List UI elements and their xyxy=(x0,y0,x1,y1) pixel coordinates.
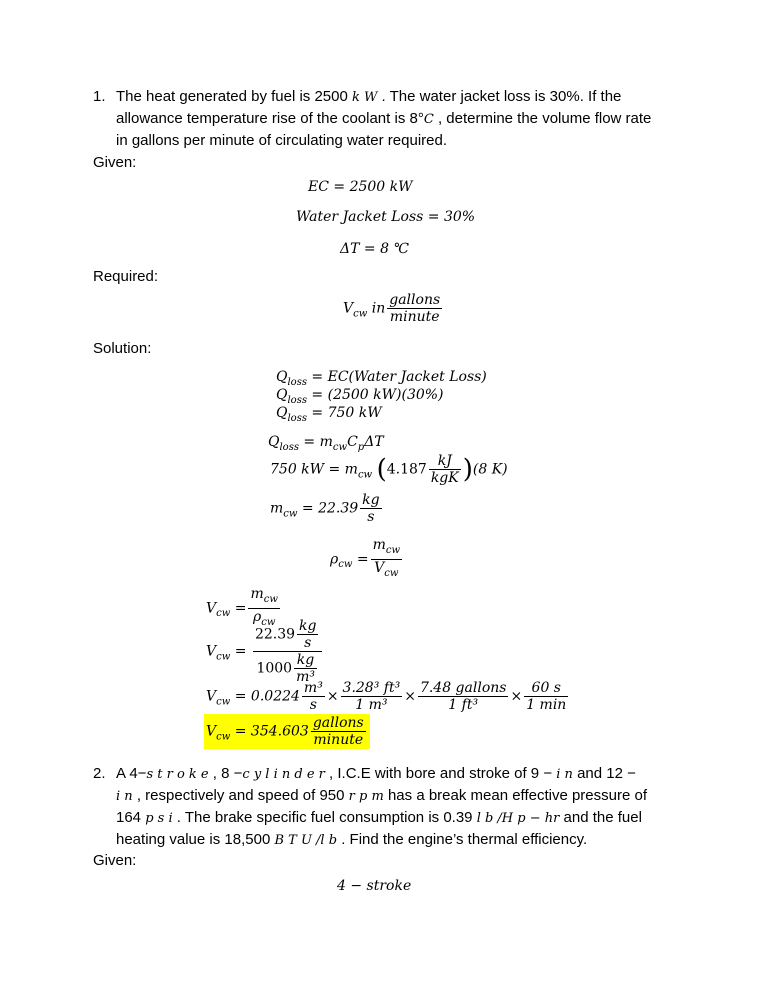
given-ec: EC = 2500 kW xyxy=(308,179,413,195)
problem1-statement xyxy=(116,86,696,151)
mass-flow-result: $m_{cw} = 22.39$ $\frac{kg}{s}$ xyxy=(270,492,380,525)
problem2-given-label: Given: xyxy=(93,852,137,869)
problem2-line3: 164 p s i . The brake specific fuel consumption is 0.39 l b /H p − hr and the fuel xyxy=(116,809,642,826)
required-vcw: $V_{cw}$ in $\frac{\text{gallons}}{\text{minute}}$ xyxy=(343,292,441,325)
given-delta-t: ΔT = 8 ℃ xyxy=(340,241,410,257)
qloss-line3: $Q_{loss} = 750$ kW xyxy=(276,405,382,424)
problem2-line4: heating value is 18,500 B T U /l b . Find the engine’s thermal efficiency. xyxy=(116,831,588,848)
given-water-jacket-loss: Water Jacket Loss = 30% xyxy=(296,209,476,225)
problem2-given-stroke: 4 − stroke xyxy=(337,878,412,894)
given-label: Given: xyxy=(93,154,137,171)
qloss-line1: $Q_{loss}$ = EC(Water Jacket Loss) xyxy=(276,369,487,388)
problem2-statement xyxy=(116,763,716,851)
volume-flow-eq3: $V_{cw} = 0.0224$ $\frac{\text{m³}}{s}$ × $\frac{\text{3.28³ ft³}}{\text{1 m³}}$ × $\frac{\text{7.48 gallons}}{\text{1 ft³}}$ × $\frac{60 s}{1 \min}$ xyxy=(206,680,567,713)
problem2-line2: i n , respectively and speed of 950 r p m has a break mean effective pressure of xyxy=(116,787,647,804)
volume-flow-eq1: $V_{cw}$ = $\frac{m_{cw}}{\rho_{cw}}$ xyxy=(206,586,278,628)
qloss-line2: $Q_{loss} = (2500$ kW)(30%) xyxy=(276,387,444,406)
density-relation: $\rho_{cw}$ = $\frac{m_{cw}}{V_{cw}}$ xyxy=(330,537,401,579)
problem1-line1: The heat generated by fuel is 2500 k W . The water jacket loss is 30%. If the xyxy=(116,88,622,105)
qloss-equation: $Q_{loss} = m_{cw}C_p\Delta T$ xyxy=(268,434,384,453)
problem1-line3: in gallons per minute of circulating water required. xyxy=(116,132,448,149)
problem1-number: 1. xyxy=(93,88,106,105)
energy-balance: 750 kW = $m_{cw}$ (4.187 $\frac{kJ}{\text{kgK}}$ )(8 K) xyxy=(270,453,508,486)
problem2-number: 2. xyxy=(93,765,106,782)
required-label: Required: xyxy=(93,268,159,285)
volume-flow-eq2: $V_{cw}$ = 22.39 $\frac{kg}{s}$ 1000 $\frac{kg}{\text{m³}}$ xyxy=(206,618,324,685)
final-answer: $V_{cw} = 354.603$ $\frac{\text{gallons}}{\text{minute}}$ xyxy=(204,714,370,749)
problem1-line2: allowance temperature rise of the coolant is 8°C , determine the volume flow rate xyxy=(116,110,652,127)
solution-label: Solution: xyxy=(93,340,152,357)
problem2-line1: A 4−s t r o k e , 8 −c y l i n d e r , I.C.E with bore and stroke of 9 − i n and 12 − xyxy=(116,765,636,782)
